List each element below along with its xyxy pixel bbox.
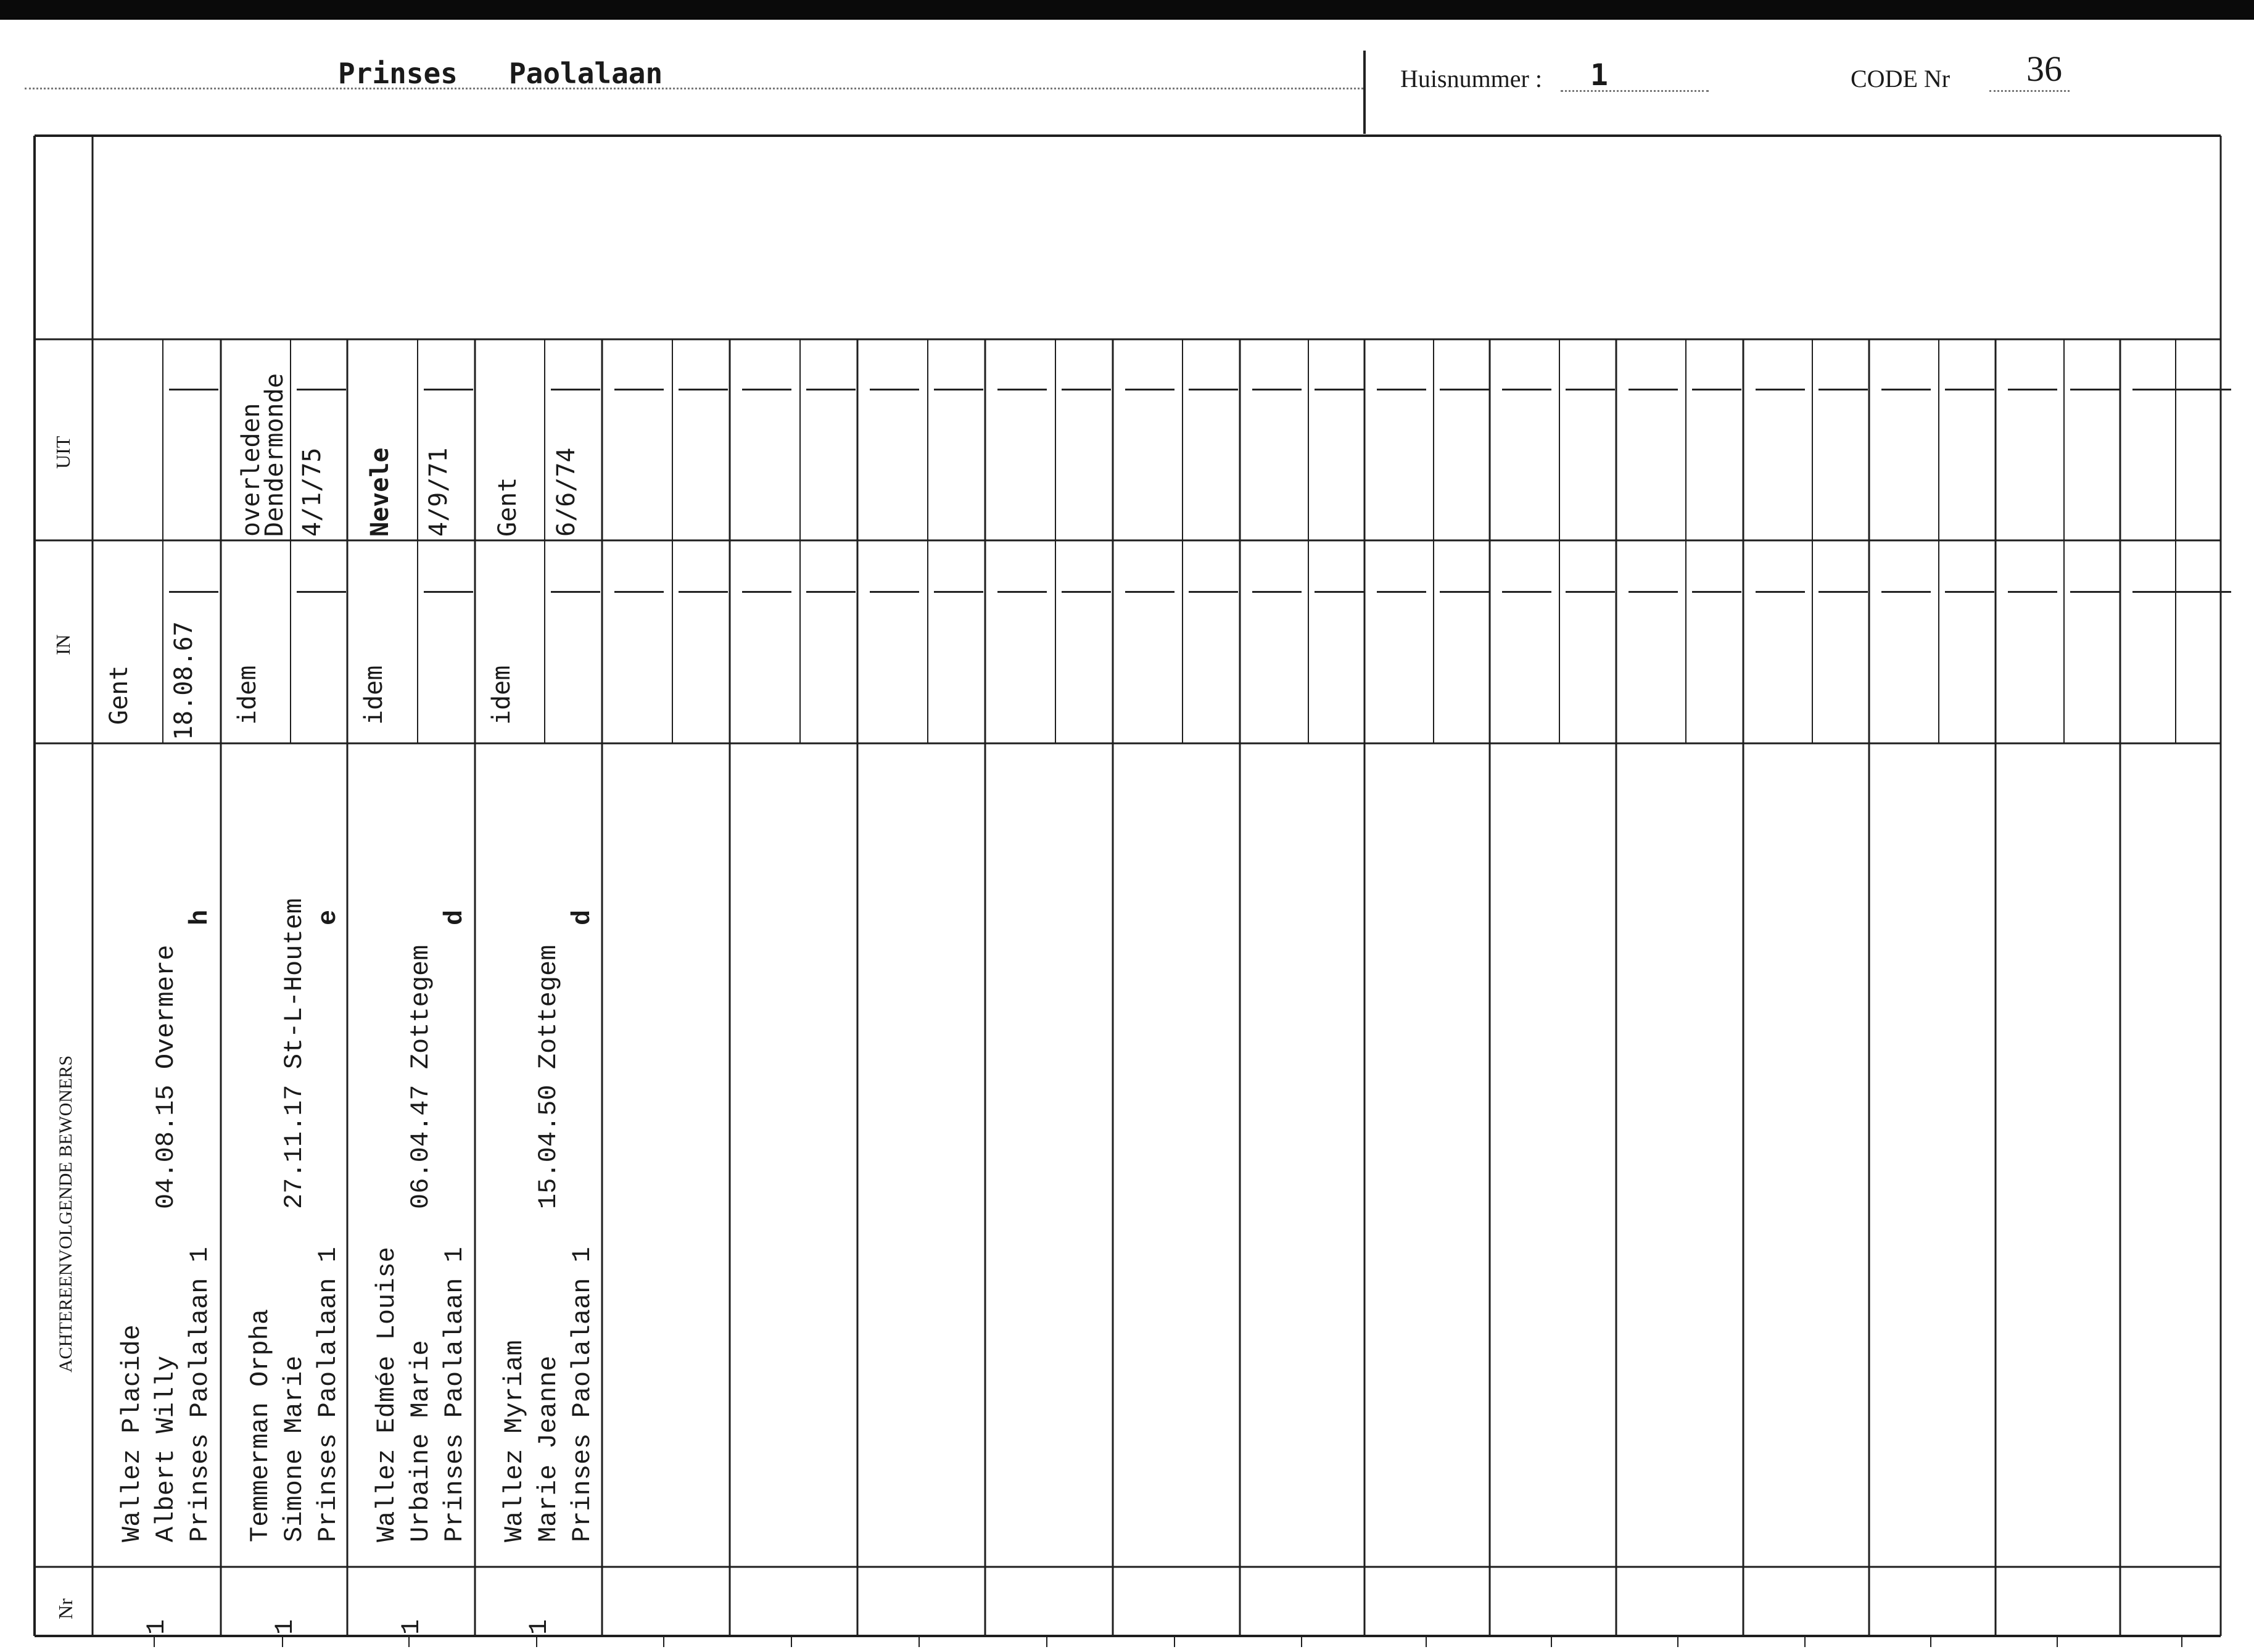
- entry-3-birth-line: 06.04.47 Zottegem: [406, 944, 436, 1209]
- empty-dash: [1315, 389, 1364, 390]
- empty-dash: [1502, 389, 1551, 390]
- entry-1-resident-line: Albert Willy: [151, 1355, 181, 1542]
- empty-dash: [1125, 389, 1174, 390]
- empty-dash: [1252, 389, 1302, 390]
- empty-dash: [1756, 389, 1805, 390]
- empty-dash: [1189, 591, 1238, 593]
- entry-3-in-place: idem: [360, 665, 388, 725]
- empty-dash: [1189, 389, 1238, 390]
- entry-2-birth-line: 27.11.17 St-L-Houtem: [279, 898, 309, 1209]
- entry-3-resident-line: Prinses Paolalaan 1: [440, 1247, 469, 1542]
- empty-dash: [297, 389, 346, 390]
- empty-dash: [679, 591, 728, 593]
- empty-dash: [169, 591, 218, 593]
- empty-dash: [806, 591, 856, 593]
- empty-dash: [1566, 389, 1615, 390]
- empty-dash: [742, 389, 791, 390]
- entry-1-marker: h: [185, 909, 215, 925]
- empty-dash: [1818, 591, 1868, 593]
- entry-1-nr: 1: [142, 1619, 171, 1635]
- empty-dash: [1062, 591, 1111, 593]
- empty-dash: [742, 591, 791, 593]
- empty-dash: [2132, 591, 2182, 593]
- entry-2-marker: e: [313, 909, 343, 925]
- empty-dash: [934, 591, 983, 593]
- empty-dash: [551, 591, 600, 593]
- empty-dash: [1881, 591, 1931, 593]
- entry-4-in-place: idem: [487, 665, 516, 725]
- entry-3-uit-date: 4/9/71: [424, 447, 453, 537]
- empty-dash: [551, 389, 600, 390]
- empty-dash: [1125, 591, 1174, 593]
- empty-dash: [997, 389, 1047, 390]
- empty-dash: [870, 389, 919, 390]
- empty-dash: [424, 591, 473, 593]
- empty-dash: [1440, 389, 1489, 390]
- entry-4-birth-line: 15.04.50 Zottegem: [534, 944, 563, 1209]
- empty-dash: [1881, 389, 1931, 390]
- empty-dash: [1440, 591, 1489, 593]
- entry-4-marker: d: [568, 909, 597, 925]
- entry-3-nr: 1: [397, 1619, 426, 1635]
- entry-4-uit-date: 6/6/74: [552, 447, 580, 537]
- entry-3-resident-line: Wallez Edmée Louise: [372, 1247, 402, 1542]
- street-name: Prinses Paolalaan: [338, 57, 663, 90]
- code-value: 36: [2026, 49, 2062, 89]
- empty-dash: [2182, 389, 2231, 390]
- entry-4-resident-line: Marie Jeanne: [534, 1355, 563, 1542]
- empty-dash: [1945, 389, 1994, 390]
- empty-dash: [2070, 591, 2120, 593]
- entry-3-uit-place: Nevele: [366, 447, 394, 537]
- empty-dash: [2070, 389, 2120, 390]
- entry-2-uit-place: overleden Dendermonde: [237, 373, 289, 537]
- entry-2-nr: 1: [270, 1619, 300, 1635]
- empty-dash: [2008, 591, 2057, 593]
- empty-dash: [424, 389, 473, 390]
- empty-dash: [1252, 591, 1302, 593]
- empty-dash: [1062, 389, 1111, 390]
- empty-dash: [1315, 591, 1364, 593]
- empty-dash: [1629, 389, 1678, 390]
- entry-2-resident-line: Prinses Paolalaan 1: [313, 1247, 343, 1542]
- huisnummer-label: Huisnummer :: [1400, 65, 1542, 93]
- empty-dash: [297, 591, 346, 593]
- huisnummer-value: 1: [1590, 58, 1608, 93]
- empty-dash: [2008, 389, 2057, 390]
- entry-2-resident-line: Temmerman Orpha: [246, 1308, 275, 1542]
- empty-dash: [1502, 591, 1551, 593]
- entry-4-resident-line: Wallez Myriam: [500, 1340, 529, 1542]
- entry-2-in-place: idem: [233, 665, 262, 725]
- empty-dash: [1945, 591, 1994, 593]
- entry-4-nr: 1: [524, 1619, 554, 1635]
- empty-dash: [614, 389, 664, 390]
- empty-dash: [1377, 389, 1426, 390]
- empty-dash: [934, 389, 983, 390]
- empty-dash: [870, 591, 919, 593]
- empty-dash: [169, 389, 218, 390]
- entry-2-resident-line: Simone Marie: [279, 1355, 309, 1542]
- row-label-uit: UIT: [52, 436, 74, 469]
- empty-dash: [2132, 389, 2182, 390]
- empty-dash: [1818, 389, 1868, 390]
- empty-dash: [1692, 591, 1741, 593]
- empty-dash: [1377, 591, 1426, 593]
- empty-dash: [1566, 591, 1615, 593]
- entry-1-resident-line: Wallez Placide: [117, 1324, 147, 1542]
- entry-1-in-place: Gent: [105, 665, 133, 725]
- row-label-in: IN: [52, 634, 74, 655]
- empty-dash: [806, 389, 856, 390]
- entry-1-birth-line: 04.08.15 Overmere: [151, 944, 181, 1209]
- entry-3-resident-line: Urbaine Marie: [406, 1340, 436, 1542]
- entry-4-uit-place: Gent: [493, 477, 522, 537]
- empty-dash: [614, 591, 664, 593]
- entry-1-resident-line: Prinses Paolalaan 1: [185, 1247, 215, 1542]
- empty-dash: [997, 591, 1047, 593]
- entry-2-uit-date: 4/1/75: [298, 447, 326, 537]
- empty-dash: [1692, 389, 1741, 390]
- entry-4-resident-line: Prinses Paolalaan 1: [568, 1247, 597, 1542]
- empty-dash: [679, 389, 728, 390]
- row-label-bewoners: ACHTEREENVOLGENDE BEWONERS: [56, 1055, 76, 1373]
- entry-3-marker: d: [440, 909, 469, 925]
- empty-dash: [1629, 591, 1678, 593]
- empty-dash: [2182, 591, 2231, 593]
- row-label-nr: Nr: [54, 1598, 76, 1619]
- code-label: CODE Nr: [1851, 65, 1951, 93]
- empty-dash: [1756, 591, 1805, 593]
- entry-1-in-date: 18.08.67: [170, 621, 198, 740]
